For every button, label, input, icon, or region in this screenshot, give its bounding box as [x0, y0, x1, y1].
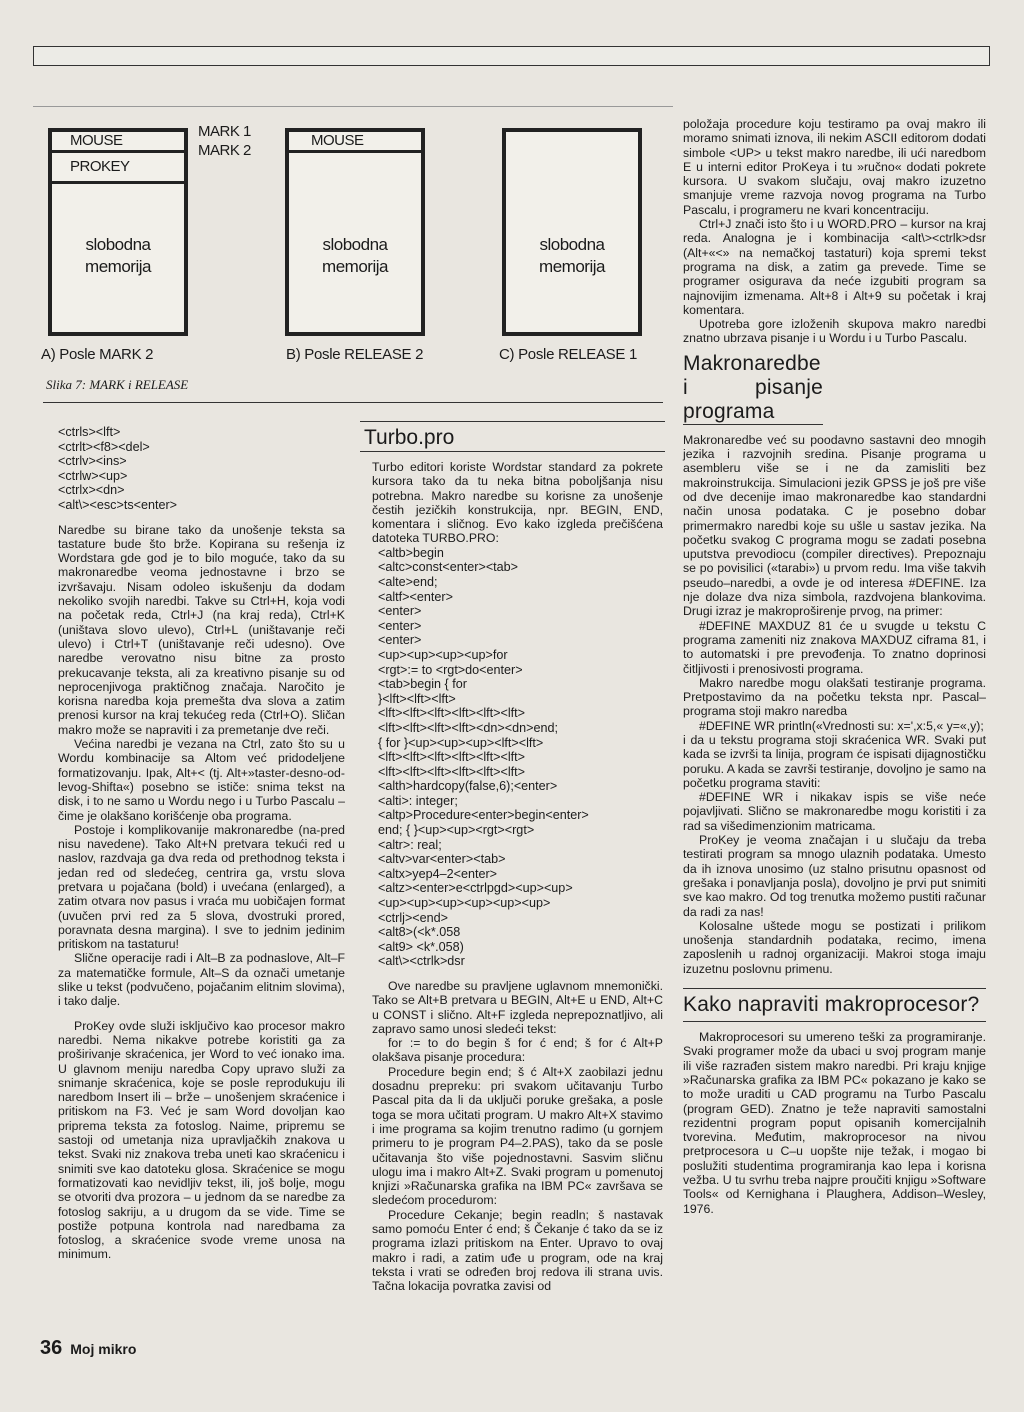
paragraph: Naredbe su birane tako da unošenje teksta sa tastature bude što brže. Kopirana su rešenja iz Wordstara gde god je to bilo moguće, tako da su makronaredbe veoma jednostavne i brzo se izvršavaju. Nisam odoleo iskušenju da dodam nekoliko svojih naredbi. Takve su Ctrl+H, koja vodi na početak reda, Ctrl+J (na kraj reda), Ctrl+K (uništava slovo ulevo), Ctrl+L (uništavanje reči ulevo) i Ctrl+T (uništavanje reči udesno). Ove naredbe verovatno nisu bitne za prosto prekucavanje teksta, ali za kreativno pisanje su od neprocenjivoga praktičnog značaja. Naročito je korisna naredba koja premešta dva slova a zatim prenosi kursor na kraj tekućeg reda (Ctrl+O). Sličan makro može se napraviti i za premetanje dve reči.	[58, 522, 345, 737]
code-line: <tab>begin { for	[378, 677, 467, 692]
paragraph: Postoje i komplikovanije makronaredbe (na-pred nisu navedene). Tako Alt+N pretvara tekući red u naslov, razdvaja ga dva reda od prethodnog teksta i jedan red od sledećeg, centrira ga, vrstu slova pretvara u pojačana (bold) i uvećana (enlarged), a zatim otvara nov pasus i vraća mu uobičajen format (uvučen prvi red za 5 slova, dvostruki prored, poravnata desna margina). I sve to jednim jedinim pritiskom na tastaturu!	[58, 822, 345, 952]
code-line: <enter>	[378, 618, 422, 633]
memory-box-a	[48, 128, 188, 336]
code-line: { for }<up><up><up><lft><lft>	[378, 735, 544, 750]
paragraph: Ove naredbe su pravljene uglavnom mnemonički. Tako se Alt+B pretvara u BEGIN, Alt+E u END, Alt+C u CONST i slično. Alt+F izgleda neprepoznatljivo, ali zapravo samo unosi sledeći tekst:	[372, 979, 663, 1036]
memory-box-c	[502, 128, 642, 336]
header-frame	[33, 46, 990, 66]
code-line: <up><up><up><up>for	[378, 647, 508, 662]
code-line: <lft><lft><lft><lft><lft><lft>	[378, 750, 526, 765]
page-number: 36	[40, 1337, 63, 1359]
free-memory-line2: memorija	[539, 257, 605, 276]
paragraph: #DEFINE WR i nikakav ispis se više neće pojavljivati. Slično se makronaredbe mogu koristiti i za rad sa višedimenzionim matricama.	[683, 790, 986, 833]
code-line: <rgt>:= to <rgt>do<enter>	[378, 662, 523, 677]
code-line: <alte>end;	[378, 574, 438, 589]
code-line: <ctrlx><dn>	[58, 483, 125, 498]
paragraph: Ctrl+J znači isto što i u WORD.PRO – kursor na kraj reda. Analogna je i kombinacija <alt\><ctrlk>dsr (Alt+«<» na nemačkoj tastaturi) koja spremi tekst programa na disk, a zatim ga prevede. Time se programer osigurava da neće izgubiti program sa najnovijim izmenama. Alt+8 i Alt+9 su početak i kraj komentara.	[683, 217, 986, 317]
header-rule	[33, 106, 673, 107]
paragraph: #DEFINE MAXDUZ 81 će u svugde u tekstu C programa zameniti niz znakova MAXDUZ ciframa 81, i to automatski i pre prevođenja. To znatno doprinosi čitljivosti i prenosivosti programa.	[683, 618, 986, 676]
free-memory-label	[289, 234, 421, 278]
code-line: <up><up><up><up><up><up>	[378, 896, 551, 911]
code-line: <lft><lft><lft><lft><dn><dn>end;	[378, 720, 558, 735]
code-line: }<lft><lft><lft>	[378, 691, 456, 706]
free-memory-line2: memorija	[322, 257, 388, 276]
paragraph: Upotreba gore izloženih skupova makro naredbi znatno ubrzava pisanje i u Wordu i u Turbo Pascalu.	[683, 317, 986, 346]
heading-rule	[360, 451, 665, 452]
magazine-name: Moj mikro	[70, 1341, 137, 1357]
code-line: <altz><enter>e<ctrlpgd><up><up>	[378, 881, 573, 896]
free-memory-line1: slobodna	[322, 235, 388, 254]
mark-labels	[198, 122, 251, 160]
code-line: <ctrls><lft>	[58, 425, 121, 439]
paragraph: Kolosalne uštede mogu se postizati i prilikom unošenja standardnih podataka, recimo, imena zaposlenih u radnoj organizaciji. Makroi stoga imaju izuzetnu poslovnu primenu.	[683, 918, 986, 976]
figure-rule	[43, 402, 663, 403]
free-memory-label	[506, 234, 638, 278]
code-line: <alt9> <k*.058)	[378, 939, 464, 954]
figure-mark-release	[38, 118, 668, 398]
column-3	[683, 117, 986, 1216]
caption-a: A) Posle MARK 2	[41, 346, 154, 363]
code-line: <altv>var<enter><tab>	[378, 852, 506, 867]
code-line: <enter>	[378, 604, 422, 619]
paragraph: Procedure Cekanje; begin readln; š nastavak samo pomoću Enter ć end; š Čekanje ć tako da se iz programa izlazi pritiskom na Enter. Upravo to ovaj makro i radi, a zatim uđe u program, ode na kraj teksta i vrati se određen broj redova ili strana uvis. Tačna lokacija povratka zavisi od	[372, 1207, 663, 1294]
code-line: <alth>hardcopy(false,6);<enter>	[378, 779, 558, 794]
footer	[40, 1337, 136, 1360]
paragraph: ProKey ovde služi isključivo kao procesor makro naredbi. Nema nikakve potrebe koristiti ga za proširivanje skraćenica, jer Word to već ionako ima. U glavnom meniju naredba Copy upravo služi za snimanje skraćenica, koje se posle reprodukuju ili naredbom Insert ili – brže – unošenjem skraćenice i pritiskom na F3. Već je sam Word dovoljan kao priprema teksta za fotoslog. Naime, pripremu se sastoji od umetanja niza upravljačkih znakova u tekst. Svaki niz znakova treba uneti kao skraćenicu i snimiti sve kao datoteku glosa. Skraćenice se mogu formatizovati kao nevidljiv tekst, ili, još bolje, mogu se otvoriti dva prozora – u jednom da se naredbe za fotoslog sakriju, a u drugom da se vide. Time se postiže potpuna kontrola nad naredbama za fotoslog, a skraćenice svode vreme unosa na minimum.	[58, 1018, 345, 1262]
memory-box-b	[285, 128, 425, 336]
heading-turbo-pro: Turbo.pro	[364, 426, 455, 449]
free-memory-line1: slobodna	[85, 235, 151, 254]
code-line: <alt\><ctrlk>dsr	[378, 954, 465, 969]
paragraph: i da u tekstu programa stoji skraćenica WR. Svaki put kada se izvrši ta linija, program će ispisati dijagnostičku poruku. A kada se završi testiranje, dovoljno je samo na početku programa staviti:	[683, 732, 986, 790]
heading-makroprocesor: Kako napraviti makroprocesor?	[683, 988, 986, 1022]
mark2-label: MARK 2	[198, 142, 251, 159]
code-line: <altp>Procedure<enter>begin<enter>	[378, 808, 589, 823]
paragraph: Slične operacije radi i Alt–B za podnaslove, Alt–F za matematičke formule, Alt–S da označi umetanje slike u tekst (podvučeno, pojačanim elitnim slovima), i tako dalje.	[58, 951, 345, 1009]
free-memory-line1: slobodna	[539, 235, 605, 254]
paragraph: for := to do begin š for ć end; š for ć Alt+P olakšava pisanje procedura:	[372, 1036, 663, 1065]
paragraph: Većina naredbi je vezana na Ctrl, zato što su u Wordu kombinacije sa Altom već pridodeljene formatizovanju. Ipak, Alt+< (tj. Alt+»taster-desno-od-levog-Shifta«) posebno se ističe: snima tekst na disk, i to ne samo u Wordu nego i u Turbo Pascalu – čime je olakšano korišćenje oba programa.	[58, 737, 345, 823]
code-line: end; { }<up><up><rgt><rgt>	[378, 823, 535, 838]
paragraph: Makroprocesori su umereno teški za programiranje. Svaki programer može da ubaci u svoj program manje ili više razrađen sistem makro naredbi. Pri kraju knjige »Računarska grafika za IBM PC« pokazano je kako se to može uraditi u CAD programu na Turbo Pascalu (program GED). Znatno je teže napraviti samostalni rezidentni program poput opisanih komercijalnih tvorevina. Međutim, makroprocesor na nivou pretprocesora u C–u uopšte nije težak, i mogao bi poslužiti studentima programiranja kao lepa i korisna vežba. U tu svrhu treba najpre proučiti knjigu »Software Tools« od Kernighana i Plaughera, Addison–Wesley, 1976.	[683, 1030, 986, 1216]
code-line: <enter>	[378, 633, 422, 648]
paragraph: ProKey je veoma značajan i u slučaju da treba testirati program sa mnogo ulaznih podataka. Umesto da ih iznova unosimo (uz stalno prisutnu opasnost od grešaka i ponavljanja posla), dovoljno je prvi put snimiti sve kao makro. Od tog trenutka možemo pustiti računar da radi za nas!	[683, 833, 986, 919]
code-line: <ctrlw><up>	[58, 468, 128, 483]
paragraph: Makronaredbe već su poodavno sastavni deo mnogih jezika i razvojnih sredina. Pisanje programa u asembleru više se i ne da zamisliti bez makroinstrukcija. Simulacioni jezik GPSS je još pre više od dve decenije imao makronaredbe kao standardni način unosa podataka. C je posebno dobar primermakro naredbi koje su ušle u sastav jezika. Na početku svakog C programa mogu se zadati posebna uputstva prevodiocu (compiler directives). Prepoznaju se po povisilici («tarabi») u prvom redu. Ima više takvih pseudo–naredbi, a ovde je od interesa #DEFINE. Iza nje dolaze dva niza simbola, razdvojena blankovima. Drugi izraz je makroproširenje prvog, na primer:	[683, 432, 986, 619]
paragraph: položaja procedure koju testiramo pa ovaj makro ili moramo snimati iznova, ili nekim ASCII editorom dodati simbole <UP> u tekst makro naredbe, ili ući naredbom E u interni editor ProKeya i tu »ručno« dodati pokrete kursora. U svakom slučaju, ovaj makro izuzetno smanjuje vreme razvoja novog programa na Turbo Pascalu, i programeru ne kvari koncentraciju.	[683, 117, 986, 217]
code-line: <lft><lft><lft><lft><lft><lft>	[378, 764, 526, 779]
code-line: <ctrlv><ins>	[58, 454, 127, 469]
code-line: <alt8>(<k*.058	[378, 925, 461, 940]
paragraph: #DEFINE WR println(«Vrednosti su: x=',x:5,« y=«,y);	[699, 718, 984, 733]
code-line: <ctrlj><end>	[378, 910, 449, 925]
figure-title: Slika 7: MARK i RELEASE	[46, 377, 189, 392]
code-line: <lft><lft><lft><lft><lft><lft>	[378, 706, 526, 721]
column-1	[58, 425, 345, 1262]
heading-rule	[360, 421, 665, 422]
code-listing-turbo	[372, 546, 663, 969]
code-line: <altf><enter>	[378, 589, 453, 604]
heading-makronaredbe: Makronaredbe i pisanje programa	[683, 351, 823, 423]
paragraph: Makro naredbe mogu olakšati testiranje programa. Pretpostavimo da na početku teksta npr. Pascal–programa stoji makro naredba	[683, 675, 986, 719]
free-memory-line2: memorija	[85, 257, 151, 276]
paragraph: Procedure begin end; š ć Alt+X zaobilazi jednu dosadnu prepreku: pri svakom učitavanju Turbo Pascal pita da li da uključi poruke grešaka, a posle toga se mora učitati program. U makro Alt+X stavimo i ime programa sa kojim trenutno radimo (u gornjem primeru to je program P4–2.PAS), tako da se posle učitavanja što više pojednostavni. Sasvim sličnu ulogu ima i makro Alt+Z. Svaki program u pomenutoj knjizi »Računarska grafika na IBM PC« završava se sledećom procedurom:	[372, 1064, 663, 1208]
mouse-segment: MOUSE	[289, 132, 421, 153]
mark1-label: MARK 1	[198, 123, 251, 140]
code-line: <altx>yep4–2<enter>	[378, 866, 498, 881]
code-line: <altr>: real;	[378, 837, 442, 852]
column-2	[372, 460, 663, 1294]
code-line: <alt\><esc>ts<enter>	[58, 497, 178, 512]
code-line: <ctrlt><f8><del>	[58, 439, 150, 454]
free-memory-label	[52, 234, 184, 278]
prokey-segment: PROKEY	[52, 153, 184, 184]
code-line: <altc>const<enter><tab>	[378, 560, 519, 575]
caption-c: C) Posle RELEASE 1	[499, 346, 637, 363]
code-line: <alti>: integer;	[378, 793, 458, 808]
paragraph: Turbo editori koriste Wordstar standard za pokrete kursora tako da tu neka bitna poboljšanja nisu potrebna. Makro naredbe su korisne za unošenje čestih jezičkih konstrukcija, npr. BEGIN, END, komentara i sličnog. Evo kako izgleda prečišćena datoteka TURBO.PRO:	[372, 460, 663, 546]
code-listing-word	[58, 425, 345, 513]
mouse-segment: MOUSE	[52, 132, 184, 153]
caption-b: B) Posle RELEASE 2	[286, 346, 424, 363]
code-line: <altb>begin	[378, 545, 444, 560]
